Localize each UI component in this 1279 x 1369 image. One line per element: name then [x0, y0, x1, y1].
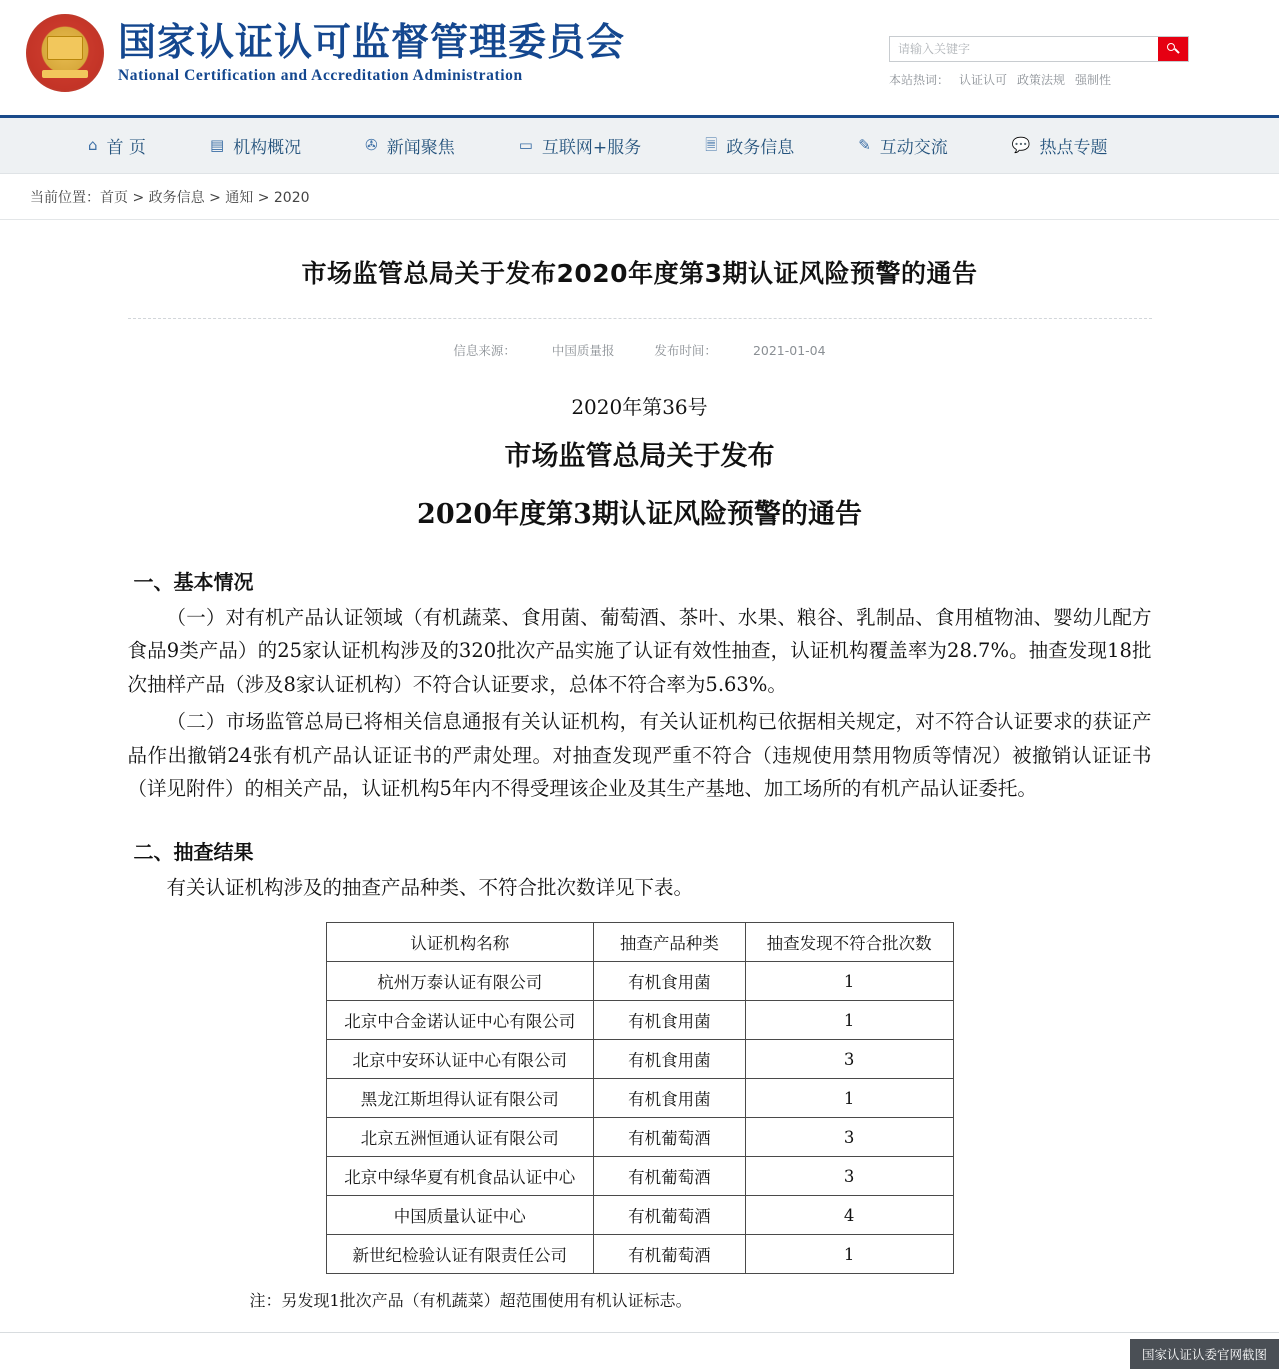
cell-product: 有机食用菌 — [594, 1040, 746, 1079]
table-row — [326, 1118, 953, 1157]
cell-org: 黑龙江斯坦得认证有限公司 — [326, 1079, 594, 1118]
nav-label-internet-service: 互联网+服务 — [541, 138, 642, 158]
main-nav — [0, 118, 1279, 174]
cell-product: 有机葡萄酒 — [594, 1118, 746, 1157]
bottom-divider — [0, 1332, 1279, 1333]
nav-label-government-info: 政务信息 — [726, 138, 795, 158]
cell-org: 北京中合金诺认证中心有限公司 — [326, 1001, 594, 1040]
nav-item-hot-topics[interactable] — [1012, 133, 1108, 158]
chat-icon: 💬 — [1011, 136, 1031, 154]
cell-product: 有机葡萄酒 — [594, 1157, 746, 1196]
breadcrumb-prefix: 当前位置： — [30, 189, 100, 206]
paragraph-2: （二）市场监管总局已将相关信息通报有关认证机构，有关认证机构已依据相关规定，对不符合认证要求的获证产品作出撤销24张有机产品认证证书的严肃处理。对抽查发现严重不符合（违规使用禁用物质等情况）被撤销认证证书（详见附件）的相关产品，认证机构5年内不得受理该企业及其生产基地、加工场所的有机产品认证委托。 — [127, 710, 1152, 801]
table-row — [326, 1235, 953, 1274]
table-header-product: 抽查产品种类 — [594, 923, 746, 962]
table-row — [326, 1196, 953, 1235]
article-meta — [100, 341, 1180, 359]
cell-org: 北京中安环认证中心有限公司 — [326, 1040, 594, 1079]
document-heading-line2: 2020年度第3期认证风险预警的通告 — [417, 498, 862, 530]
nav-label-interaction: 互动交流 — [879, 138, 948, 158]
cell-product: 有机食用菌 — [594, 1079, 746, 1118]
cell-count: 1 — [745, 962, 953, 1001]
table-note: 注：另发现1批次产品（有机蔬菜）超范围使用有机认证标志。 — [249, 1291, 692, 1311]
article — [100, 220, 1180, 1311]
table-header-row — [326, 923, 953, 962]
hot-words-row — [889, 71, 1189, 88]
document-icon: 🗏 — [705, 136, 718, 154]
document-number: 2020年第36号 — [571, 395, 708, 419]
national-emblem-icon — [26, 14, 104, 92]
brand-text — [118, 21, 625, 86]
search-box — [889, 36, 1189, 62]
cell-count: 3 — [745, 1040, 953, 1079]
paragraph-3: 有关认证机构涉及的抽查产品种类、不符合批次数详见下表。 — [166, 875, 694, 899]
page-title: 市场监管总局关于发布2020年度第3期认证风险预警的通告 — [301, 259, 978, 288]
cell-product: 有机食用菌 — [594, 1001, 746, 1040]
nav-label-news: 新闻聚焦 — [386, 138, 455, 158]
cell-product: 有机葡萄酒 — [594, 1196, 746, 1235]
cell-count: 1 — [745, 1001, 953, 1040]
section-2-title: 二、抽查结果 — [133, 839, 254, 864]
results-table — [326, 922, 954, 1274]
nav-item-news[interactable] — [365, 133, 455, 158]
cell-count: 3 — [745, 1157, 953, 1196]
paragraph-1: （一）对有机产品认证领域（有机蔬菜、食用菌、葡萄酒、茶叶、水果、粮谷、乳制品、食用植物油、婴幼儿配方食品9类产品）的25家认证机构涉及的320批次产品实施了认证有效性抽查，认证机构覆盖率为28.7%。抽查发现18批次抽样产品（涉及8家认证机构）不符合认证要求，总体不符合率为5.63%。 — [127, 605, 1152, 696]
nav-item-home[interactable] — [88, 133, 146, 158]
cell-product: 有机食用菌 — [594, 962, 746, 1001]
search-button[interactable] — [1158, 37, 1188, 61]
watermark: 国家认证认委官网截图 — [1130, 1339, 1279, 1369]
brand-title-cn: 国家认证认可监督管理委员会 — [118, 19, 626, 64]
document-heading-line1: 市场监管总局关于发布 — [504, 441, 775, 472]
table-row — [326, 1001, 953, 1040]
table-row — [326, 1157, 953, 1196]
cell-org: 杭州万泰认证有限公司 — [326, 962, 594, 1001]
results-table-wrapper — [100, 922, 1180, 1274]
table-row — [326, 1079, 953, 1118]
nav-label-home: 首 页 — [106, 138, 146, 158]
section-1-title: 一、基本情况 — [133, 569, 254, 594]
cell-count: 1 — [745, 1079, 953, 1118]
nav-item-organization[interactable] — [210, 133, 301, 158]
nav-label-organization: 机构概况 — [233, 138, 302, 158]
search-icon — [1167, 43, 1175, 51]
publish-date: 2021-01-04 — [752, 343, 826, 358]
title-divider — [128, 318, 1152, 319]
nav-item-government-info[interactable] — [705, 133, 794, 158]
breadcrumb-path[interactable]: 首页 > 政务信息 > 通知 > 2020 — [100, 189, 310, 206]
monitor-icon: ▭ — [518, 136, 533, 154]
nav-item-interaction[interactable] — [858, 133, 948, 158]
site-brand[interactable] — [26, 14, 625, 92]
cell-org: 北京五洲恒通认证有限公司 — [326, 1118, 594, 1157]
source-label: 信息来源： — [453, 343, 516, 358]
building-icon: ▤ — [209, 136, 225, 154]
table-row — [326, 962, 953, 1001]
cell-org: 新世纪检验认证有限责任公司 — [326, 1235, 594, 1274]
pencil-icon: ✎ — [858, 136, 871, 154]
nav-label-hot-topics: 热点专题 — [1039, 138, 1108, 158]
search-input[interactable] — [890, 37, 1158, 61]
table-row — [326, 1040, 953, 1079]
site-header — [0, 0, 1279, 118]
cell-org: 中国质量认证中心 — [326, 1196, 594, 1235]
table-header-org: 认证机构名称 — [326, 923, 594, 962]
hot-word-1[interactable]: 认证认可 — [959, 73, 1008, 87]
home-icon: ⌂ — [88, 136, 98, 154]
hot-word-2[interactable]: 政策法规 — [1017, 73, 1066, 87]
cell-org: 北京中绿华夏有机食品认证中心 — [326, 1157, 594, 1196]
brand-title-en: National Certification and Accreditation Administration — [118, 67, 523, 85]
cell-count: 4 — [745, 1196, 953, 1235]
hot-word-3[interactable]: 强制性 — [1075, 73, 1112, 87]
nav-item-internet-service[interactable] — [519, 133, 641, 158]
hot-words-label: 本站热词： — [889, 73, 950, 87]
cell-count: 3 — [745, 1118, 953, 1157]
table-header-count: 抽查发现不符合批次数 — [745, 923, 953, 962]
cell-product: 有机葡萄酒 — [594, 1235, 746, 1274]
breadcrumb — [0, 174, 1279, 220]
cell-count: 1 — [745, 1235, 953, 1274]
source-value: 中国质量报 — [551, 343, 615, 358]
publish-label: 发布时间： — [654, 343, 717, 358]
search-area — [889, 36, 1189, 88]
megaphone-icon: ✇ — [365, 136, 378, 154]
